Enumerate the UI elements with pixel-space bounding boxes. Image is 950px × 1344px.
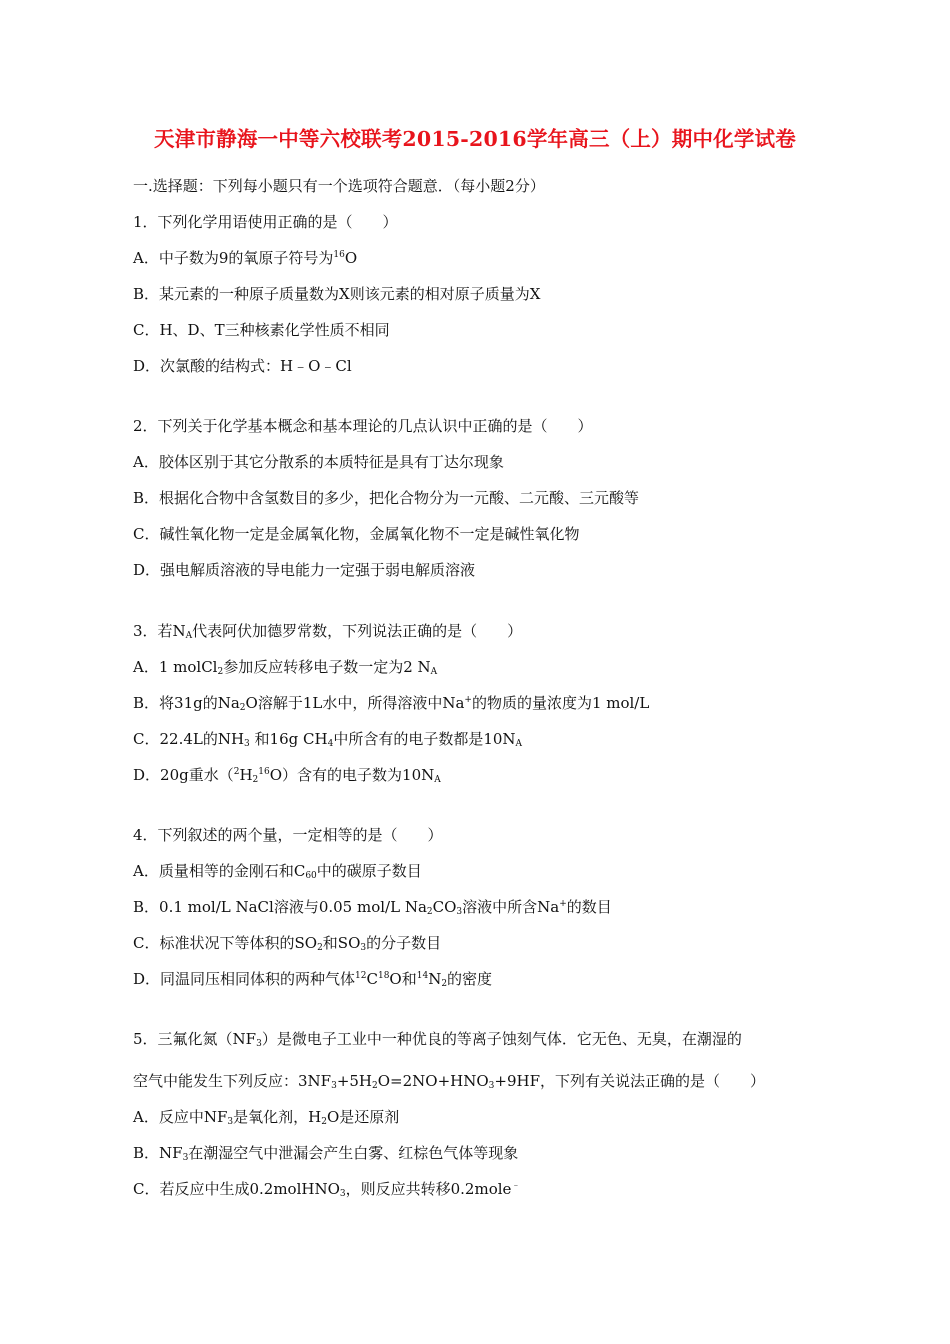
question-2-option-a: A．胶体区别于其它分散系的本质特征是具有丁达尔现象 xyxy=(133,453,504,471)
question-1-option-a: A．中子数为9的氧原子符号为$^{16}$O xyxy=(133,249,358,267)
question-4-option-d: D．同温同压相同体积的两种气体$^{12}C^{18}O$和$^{14}N_2$的密度 xyxy=(133,970,493,989)
question-4-stem: 4．下列叙述的两个量，一定相等的是（ ） xyxy=(133,826,443,844)
question-3-option-d: D．20g重水$(^2H_2^{16}O)$含有的电子数为$10N_A$ xyxy=(133,766,441,785)
question-3-option-a: A．1 molCl$_2$参加反应转移电子数一定为2 $N_A$ xyxy=(133,658,438,677)
section-heading: 一.选择题：下列每小题只有一个选项符合题意．（每小题2分） xyxy=(133,177,545,195)
question-1-option-d: D．次氯酸的结构式：H﹣O﹣Cl xyxy=(133,357,352,375)
question-3-option-c: C．22.4L的$NH_3$ 和16g $CH_4$中所含有的电子数都是$10N_A$ xyxy=(133,730,523,749)
question-2-stem: 2．下列关于化学基本概念和基本理论的几点认识中正确的是（ ） xyxy=(133,417,593,435)
question-5-stem-line-1: 5．三氟化氮$(NF_3)$是微电子工业中一种优良的等离子蚀刻气体．它无色、无臭，在潮湿的 xyxy=(133,1030,742,1049)
question-3-stem: 3．若$N_A$代表阿伏加德罗常数，下列说法正确的是（ ） xyxy=(133,622,523,641)
question-4-option-a: A．质量相等的金刚石和$C_{60}$中的碳原子数目 xyxy=(133,862,422,881)
exam-title: 天津市静海一中等六校联考2015-2016学年高三（上）期中化学试卷 xyxy=(154,127,796,151)
question-2-option-d: D．强电解质溶液的导电能力一定强于弱电解质溶液 xyxy=(133,561,476,579)
question-3-option-b: B．将31g的$Na_2O$溶解于1L水中，所得溶液中Na+的物质的量浓度为1 mol/L xyxy=(133,694,650,713)
question-4-option-b: B．0.1 mol/L NaCl溶液与0.05 mol/L $Na_2CO_3$溶液中所含Na+的数目 xyxy=(133,898,612,917)
question-1-option-b: B．某元素的一种原子质量数为X则该元素的相对原子质量为X xyxy=(133,285,541,303)
question-5-option-c: C．若反应中生成0.2molHNO$_3$，则反应共转移0.2mole﹣ xyxy=(133,1180,521,1199)
question-2-option-c: C．碱性氧化物一定是金属氧化物，金属氧化物不一定是碱性氧化物 xyxy=(133,525,580,543)
question-1-option-c: C．H、D、T三种核素化学性质不相同 xyxy=(133,321,390,339)
question-5-option-a: A．反应中$NF_3$是氧化剂，$H_2O$是还原剂 xyxy=(133,1108,400,1127)
question-2-option-b: B．根据化合物中含氢数目的多少，把化合物分为一元酸、二元酸、三元酸等 xyxy=(133,489,640,507)
question-4-option-c: C．标准状况下等体积的$SO_2$和$SO_3$的分子数目 xyxy=(133,934,442,953)
question-1-stem: 1．下列化学用语使用正确的是（ ） xyxy=(133,213,398,231)
question-5-stem-line-2: 空气中能发生下列反应：$3NF_3+5H_2O=2NO+HNO_3+9HF$，下列有关说法正确的是（ ） xyxy=(133,1072,765,1091)
question-5-option-b: B．$NF_3$在潮湿空气中泄漏会产生白雾、红棕色气体等现象 xyxy=(133,1144,519,1163)
